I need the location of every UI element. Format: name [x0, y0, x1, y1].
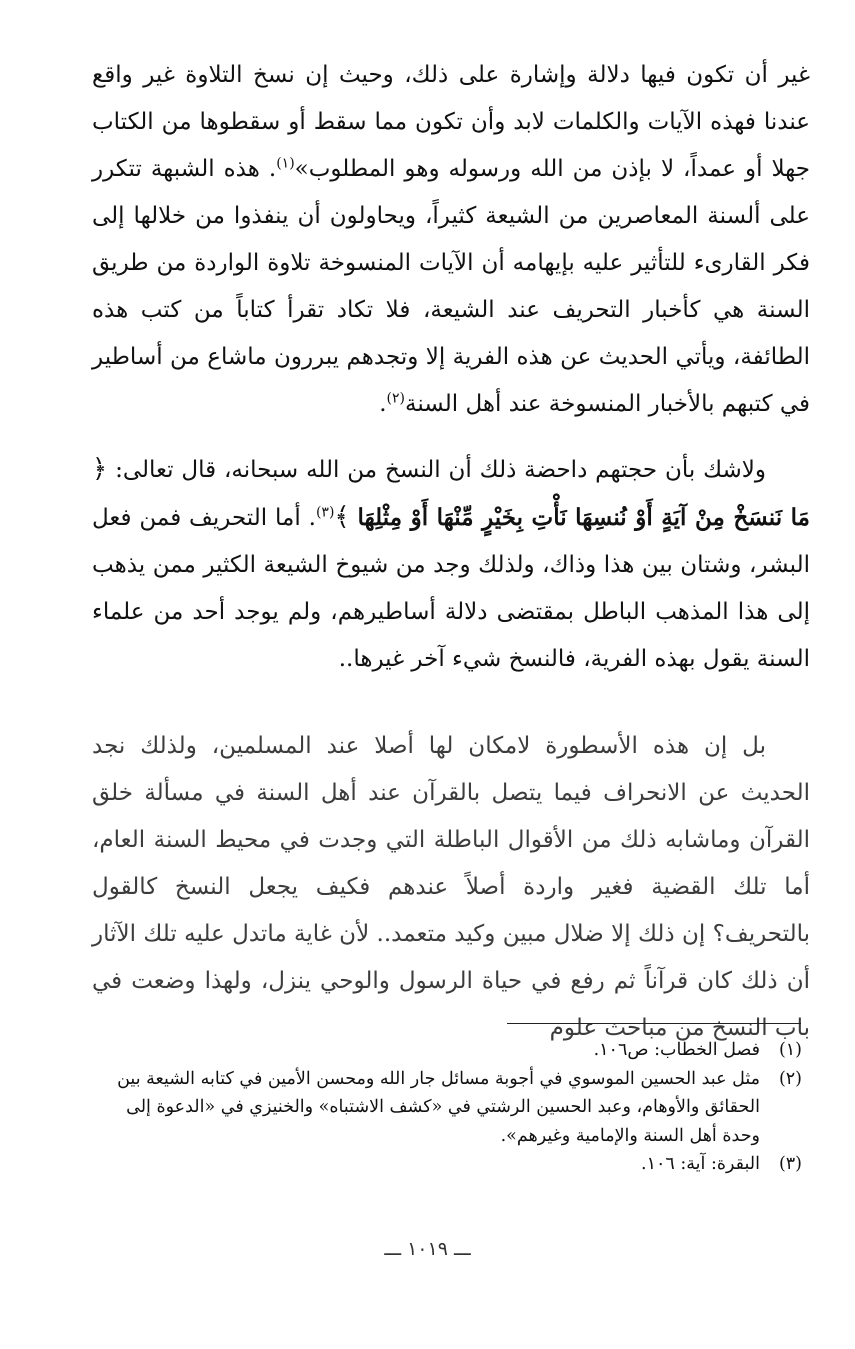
paragraph-3: [92, 723, 810, 1052]
paragraph-2: [92, 446, 810, 683]
paragraph-1-end: .: [379, 391, 387, 417]
footnote-text: فصل الخطاب: ص١٠٦.: [593, 1040, 760, 1060]
footnote-separator: [507, 1023, 801, 1024]
paragraph-2-lead: ولاشك بأن حجتهم داحضة ذلك أن النسخ من الله سبحانه، قال تعالى:: [115, 457, 766, 483]
paragraph-gap: [92, 428, 810, 446]
footnote-number: (٣): [778, 1154, 802, 1174]
footnote-number: (٢): [778, 1068, 802, 1089]
footnote-3: [92, 1150, 810, 1179]
paragraph-1-text: غير أن تكون فيها دلالة وإشارة على ذلك، وحيث إن نسخ التلاوة غير واقع عندنا فهذه الآيات والكلمات لابد وأن تكون مما سقط أو سقطوها من الكتاب جهلا أو عمداً، لا بإذن من الله ورسوله وهو المطلوب»: [92, 62, 810, 182]
paragraph-gap: [92, 683, 810, 723]
paragraph-1-tail: . هذه الشبهة تتكرر على ألسنة المعاصرين من الشيعة كثيراً، ويحاولون أن ينفذوا من خلالها إلى فكر القارىء للتأثير عليه بإيهامه أن الآيات المنسوخة تلاوة الواردة من طريق السنة هي كأخبار التحريف عند الشيعة، فلا تكاد تقرأ كتاباً من كتب هذه الطائفة، ويأتي الحديث عن هذه الفرية إلا وتجدهم يبررون ماشاع من أساطير في كتبهم بالأخبار المنسوخة عند أهل السنة: [92, 156, 810, 417]
footnote-number: (١): [778, 1040, 802, 1060]
main-text: [92, 52, 810, 1052]
footnote-ref-3: (٣): [315, 504, 335, 521]
footnote-text: البقرة: آية: ١٠٦.: [641, 1154, 760, 1174]
paragraph-3-text: بل إن هذه الأسطورة لامكان لها أصلا عند المسلمين، ولذلك نجد الحديث عن الانحراف فيما يتصل بالقرآن عند أهل السنة في مسألة خلق القرآن وماشابه ذلك من الأقوال الباطلة التي وجدت في محيط السنة العام، أما تلك القضية فغير واردة أصلاً عندهم فكيف يجعل النسخ كالقول بالتحريف؟ إن ذلك إلا ضلال مبين وكيد متعمد.. لأن غاية ماتدل عليه تلك الآثار أن ذلك كان قرآناً ثم رفع في حياة الرسول والوحي ينزل، ولهذا وضعت في باب النسخ من مباحث علوم: [92, 733, 810, 1041]
footnotes: [92, 1036, 810, 1179]
footnote-2: [92, 1065, 810, 1151]
quran-close-brace: ﴾: [334, 502, 350, 532]
footnote-ref-2: (٢): [386, 390, 405, 407]
quran-open-brace: ﴿: [92, 454, 108, 484]
page-number: ـــ ١٠١٩ ـــ: [384, 1238, 471, 1260]
paragraph-2-tail: . أما التحريف فمن فعل البشر، وشتان بين هذا وذاك، ولذلك وجد من شيوخ الشيعة الكثير ممن يذهب إلى هذا المذهب الباطل بمقتضى دلالة أساطيرهم، ولم يوجد أحد من علماء السنة يقول بهذه الفرية، فالنسخ شيء آخر غيرها..: [92, 505, 810, 672]
footnote-ref-1: (١): [276, 155, 295, 172]
footnote-1: [92, 1036, 810, 1065]
footnote-text: مثل عبد الحسين الموسوي في أجوبة مسائل جار الله ومحسن الأمين في كتابه الشيعة بين الحقائق والأوهام، وعبد الحسين الرشتي في «كشف الاشتباه» والخنيزي في «الدعوة إلى وحدة أهل السنة والإمامية وغيرهم».: [117, 1068, 760, 1146]
paragraph-1: [92, 52, 810, 428]
quran-verse: مَا نَنسَخْ مِنْ آيَةٍ أَوْ نُنسِهَا نَأْتِ بِخَيْرٍ مِّنْهَا أَوْ مِثْلِهَا: [357, 504, 811, 531]
